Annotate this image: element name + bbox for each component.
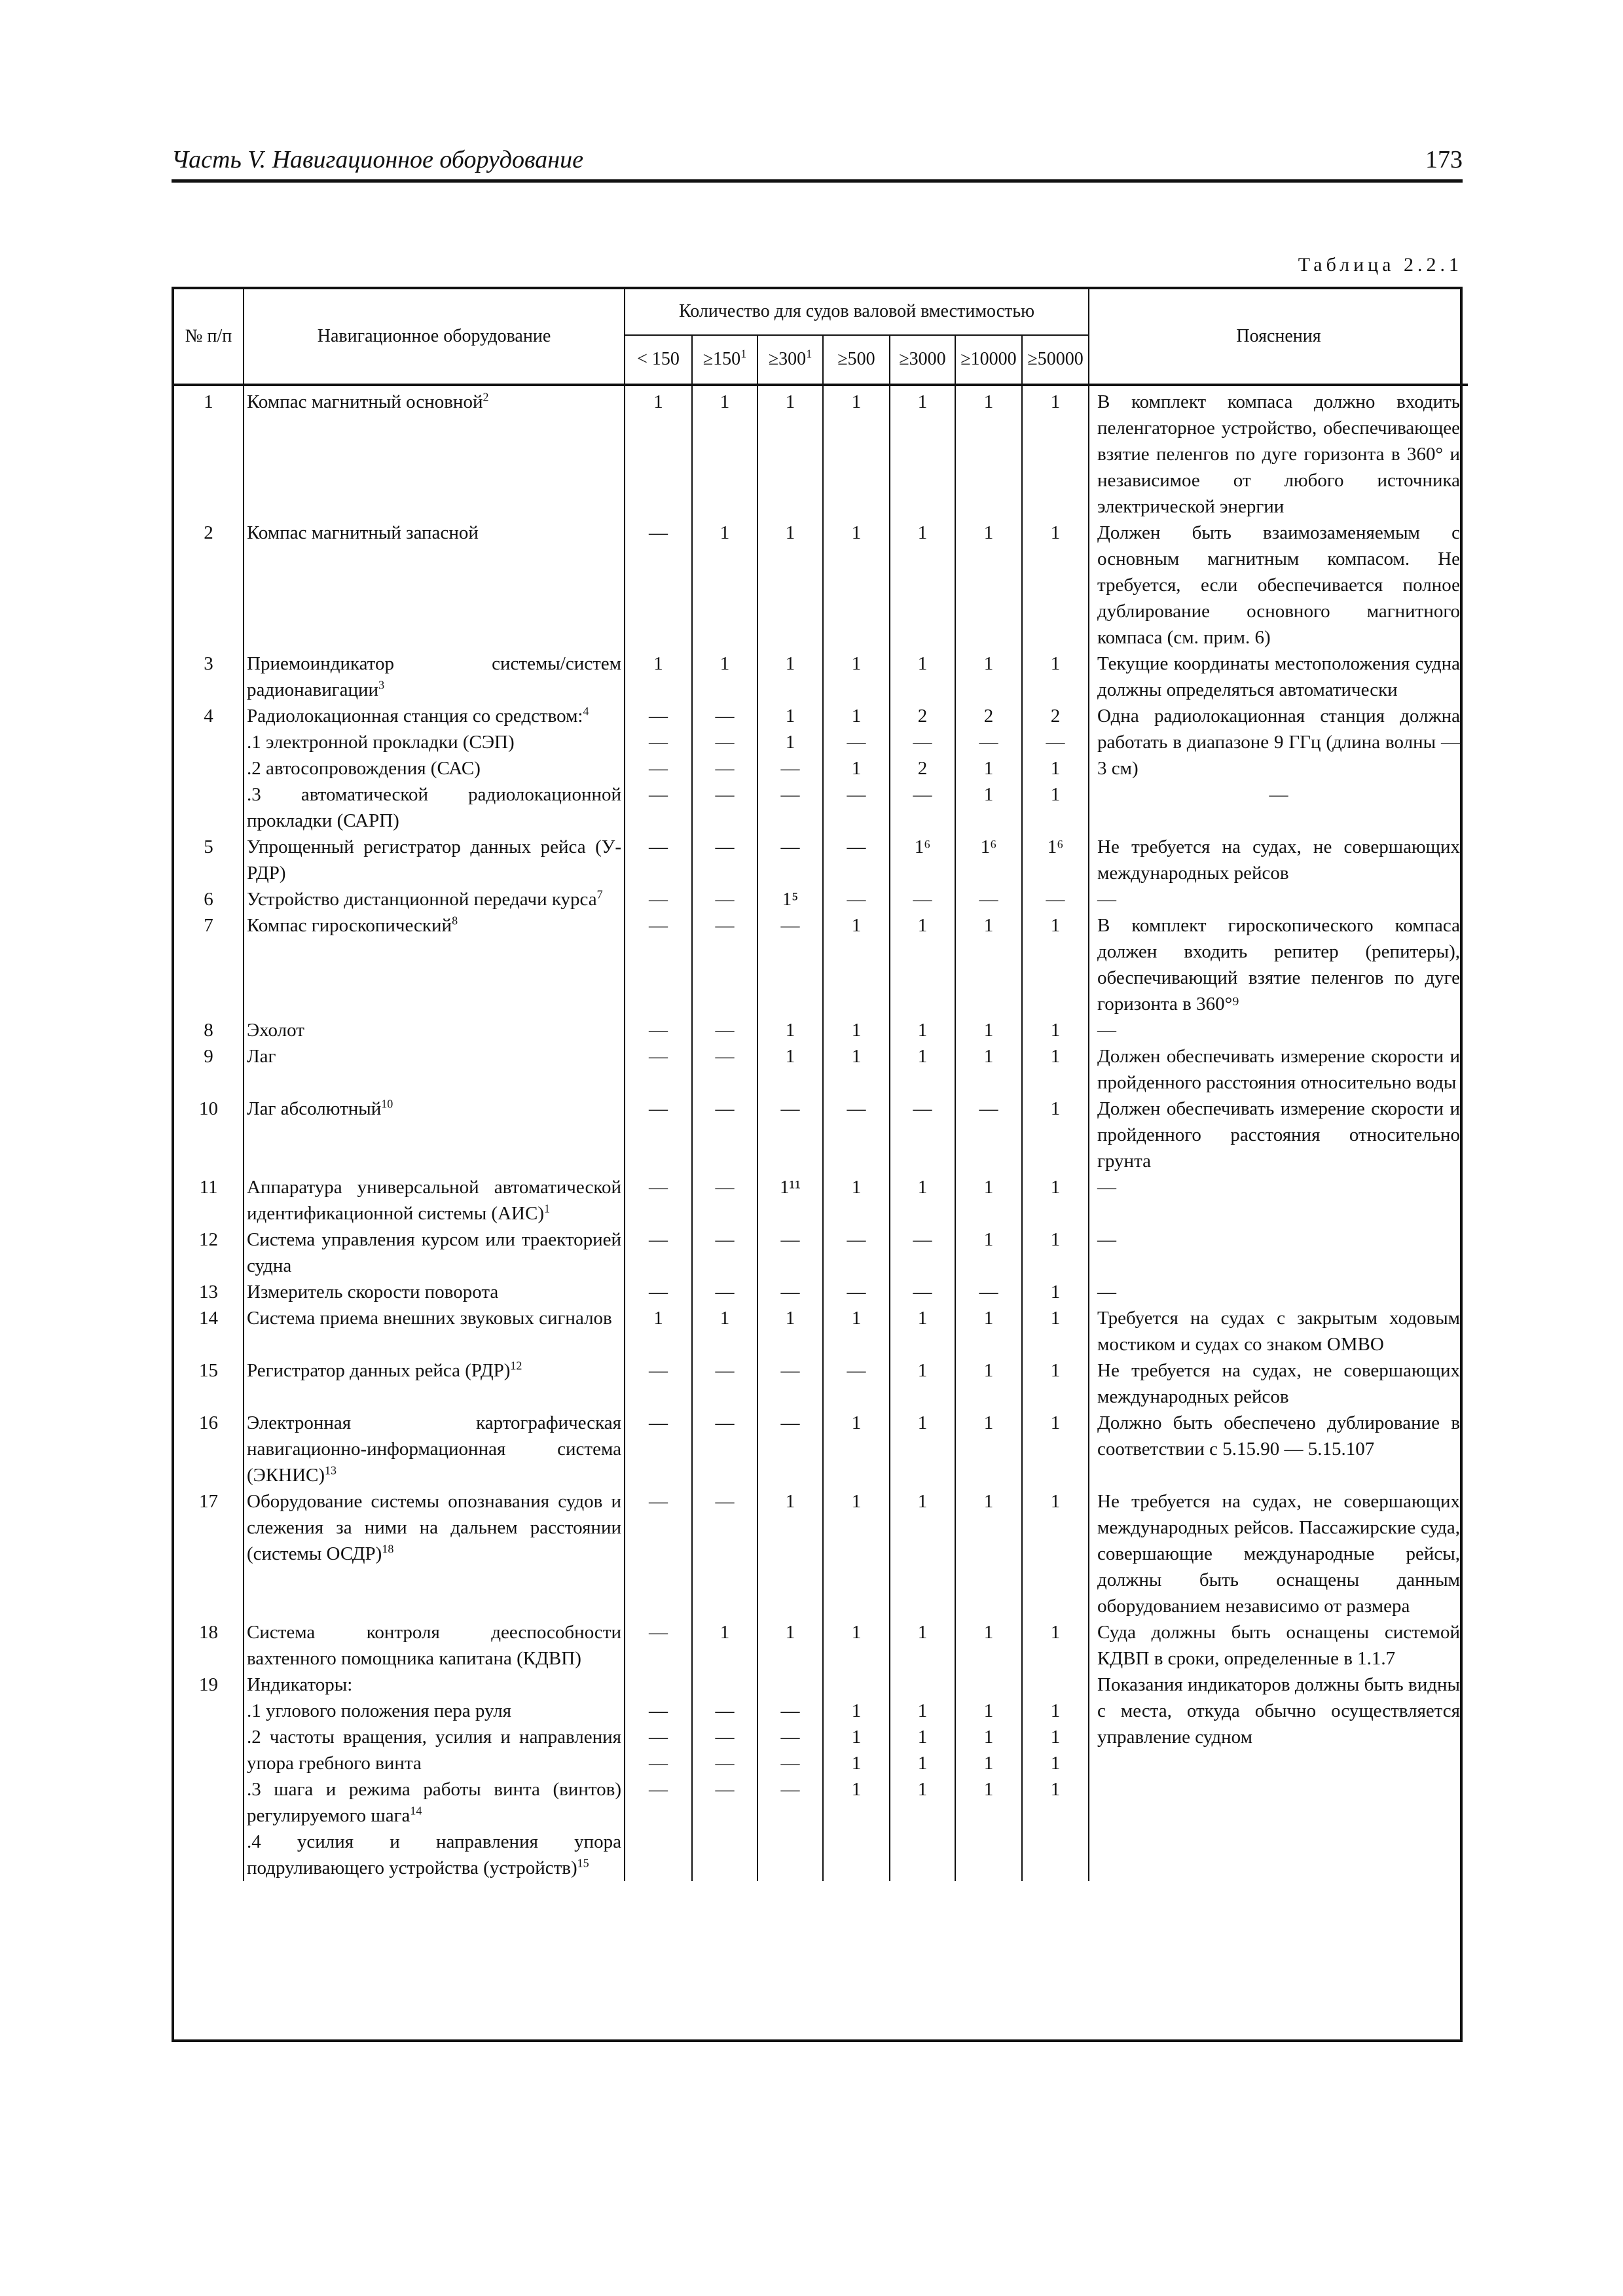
quantity-cell: 1 — [890, 1619, 955, 1672]
table-row — [174, 1357, 1468, 1410]
quantity-cell: 1 — [890, 912, 955, 1017]
quantity-cell: — — [625, 1096, 692, 1174]
quantity-cell: — — [625, 1043, 692, 1096]
quantity-cell: 1 — [890, 1357, 955, 1410]
quantity-cell: 1 — [955, 912, 1022, 1017]
quantity-cell: 1 — [955, 651, 1022, 703]
row-number: 4 — [174, 703, 244, 834]
quantity-cell: 1 — [955, 1410, 1022, 1488]
note-cell: Должен быть взаимозаменяемым с основным магнитным компасом. Не требуется, если обеспечивается полное дублирование основного магнитного компаса (см. прим. 6) — [1089, 520, 1468, 651]
equipment-name: Эхолот — [244, 1017, 625, 1043]
note-cell: Суда должны быть оснащены системой КДВП в сроки, определенные в 1.1.7 — [1089, 1619, 1468, 1672]
quantity-cell: — — [757, 1227, 823, 1279]
quantity-cell: — — [692, 1174, 757, 1227]
quantity-cell: 1 — 1 — — [823, 703, 890, 834]
quantity-cell: 1 1 1 1 — [890, 1672, 955, 1881]
quantity-cell: 1 — [625, 389, 692, 520]
sub-item: .1 углового положения пера руля — [247, 1700, 512, 1721]
quantity-cell: 1 — [823, 520, 890, 651]
equipment-name: Система приема внешних звуковых сигналов — [244, 1305, 625, 1357]
quantity-cell: — — [890, 1279, 955, 1305]
equipment-name: Аппаратура универсальной автоматической идентификационной системы (АИС)$^1$ — [244, 1174, 625, 1227]
table-row — [174, 1174, 1468, 1227]
quantity-cell: 1 — [890, 389, 955, 520]
quantity-cell: — — — — — [625, 1672, 692, 1881]
quantity-cell: 1 — [823, 389, 890, 520]
sub-item: .2 частоты вращения, усилия и направления упора гребного винта — [247, 1727, 621, 1774]
quantity-cell: 1 — [1022, 1043, 1089, 1096]
sub-item: .3 автоматической радиолокационной прокладки (САРП) — [247, 784, 621, 831]
quantity-cell: 1⁵ — [757, 886, 823, 912]
quantity-cell: — — [890, 886, 955, 912]
quantity-cell: — — [625, 1174, 692, 1227]
equipment-table-grid — [174, 289, 1468, 1881]
sub-item: .4 усилия и направления упора подруливающего устройства (устройств)$^{15}$ — [247, 1831, 621, 1878]
quantity-cell: — — [692, 1017, 757, 1043]
table-row — [174, 1488, 1468, 1619]
quantity-cell: — — — — — [692, 1672, 757, 1881]
table-row — [174, 886, 1468, 912]
table-row — [174, 651, 1468, 703]
quantity-cell: 1 — [890, 651, 955, 703]
quantity-cell: — — [1022, 886, 1089, 912]
table-label: Таблица 2.2.1 — [1298, 254, 1463, 276]
quantity-cell: 1 — [1022, 1619, 1089, 1672]
quantity-cell: 1 — [1022, 1488, 1089, 1619]
quantity-cell: — — [823, 1357, 890, 1410]
row-number: 6 — [174, 886, 244, 912]
quantity-cell: 1 — [823, 1305, 890, 1357]
equipment-name: Система управления курсом или траекторией судна — [244, 1227, 625, 1279]
note-cell: — — [1089, 1227, 1468, 1279]
quantity-cell: 1 — [890, 1488, 955, 1619]
equipment-name: Система контроля дееспособности вахтенного помощника капитана (КДВП) — [244, 1619, 625, 1672]
quantity-cell: — — [625, 834, 692, 886]
quantity-cell: — — [890, 1227, 955, 1279]
quantity-cell: — — [955, 1096, 1022, 1174]
quantity-cell: 1 — [625, 1305, 692, 1357]
quantity-cell: 1 — [692, 1305, 757, 1357]
quantity-cell: 1 — [1022, 1357, 1089, 1410]
row-number: 13 — [174, 1279, 244, 1305]
note-cell: Показания индикаторов должны быть видны с места, откуда обычно осуществляется управление судном — [1089, 1672, 1468, 1881]
note-cell: Требуется на судах с закрытым ходовым мостиком и судах со знаком ОМВО — [1089, 1305, 1468, 1357]
quantity-cell: 1 — [955, 1619, 1022, 1672]
quantity-cell: 1 — [823, 1017, 890, 1043]
equipment-name: Лаг абсолютный$^{10}$ — [244, 1096, 625, 1174]
quantity-cell: 1 — [1022, 1227, 1089, 1279]
row-number: 7 — [174, 912, 244, 1017]
note-cell: Одна радиолокационная станция должна работать в диапазоне 9 ГГц (длина волны — 3 см) — — [1089, 703, 1468, 834]
equipment-name: Радиолокационная станция со средством:$^4$ .1 электронной прокладки (СЭП) .2 автосопровождения (САС) .3 автоматической радиолокационной прокладки (САРП) — [244, 703, 625, 834]
col-header-quantity: Количество для судов валовой вместимостью — [625, 289, 1089, 335]
quantity-cell: 1 — [823, 1174, 890, 1227]
quantity-cell: — — [955, 1279, 1022, 1305]
tonnage-header: < 150 — [625, 335, 692, 385]
note-cell: В комплект гироскопического компаса должен входить репитер (репитеры), обеспечивающий взятие пеленгов по дуге горизонта в 360°⁹ — [1089, 912, 1468, 1017]
quantity-cell: 1 — [757, 389, 823, 520]
quantity-cell: — — — — — [692, 703, 757, 834]
quantity-cell: 1 — [692, 389, 757, 520]
quantity-cell: — — [692, 1227, 757, 1279]
row-number: 9 — [174, 1043, 244, 1096]
table-row — [174, 703, 1468, 834]
sub-item: .3 шага и режима работы винта (винтов) регулируемого шага$^{14}$ — [247, 1779, 621, 1826]
row-number: 17 — [174, 1488, 244, 1619]
quantity-cell: 2 — 2 — — [890, 703, 955, 834]
quantity-cell: 1 1 1 1 — [955, 1672, 1022, 1881]
row-number: 1 — [174, 389, 244, 520]
note-cell: Не требуется на судах, не совершающих международных рейсов — [1089, 1357, 1468, 1410]
quantity-cell: — — [757, 912, 823, 1017]
note-cell: Не требуется на судах, не совершающих международных рейсов — [1089, 834, 1468, 886]
quantity-cell: 1 — [757, 1305, 823, 1357]
note-cell: Должен обеспечивать измерение скорости и пройденного расстояния относительно грунта — [1089, 1096, 1468, 1174]
quantity-cell: 1 — [1022, 1410, 1089, 1488]
note-cell: — — [1089, 1279, 1468, 1305]
quantity-cell: 1 — [890, 1410, 955, 1488]
quantity-cell: 1 — [692, 651, 757, 703]
row-number: 2 — [174, 520, 244, 651]
quantity-cell: — — [692, 834, 757, 886]
col-header-notes: Пояснения — [1089, 289, 1468, 385]
quantity-cell: 1 — [1022, 1174, 1089, 1227]
quantity-cell: 1 — [890, 1305, 955, 1357]
tonnage-header: ≥50000 — [1022, 335, 1089, 385]
quantity-cell: — — [823, 886, 890, 912]
equipment-name: Компас магнитный основной$^2$ — [244, 389, 625, 520]
note-cell: Текущие координаты местоположения судна должны определяться автоматически — [1089, 651, 1468, 703]
equipment-name: Регистратор данных рейса (РДР)$^{12}$ — [244, 1357, 625, 1410]
quantity-cell: 1 1 1 1 — [1022, 1672, 1089, 1881]
quantity-cell: — — [692, 1357, 757, 1410]
quantity-cell: 1 — [890, 1043, 955, 1096]
table-row — [174, 520, 1468, 651]
quantity-cell: 1 — [1022, 912, 1089, 1017]
quantity-cell: — — [890, 1096, 955, 1174]
quantity-cell: 1 — [955, 1305, 1022, 1357]
quantity-cell: — — [757, 1357, 823, 1410]
quantity-cell: 1 — [955, 1488, 1022, 1619]
quantity-cell: — — [625, 912, 692, 1017]
table-row — [174, 1017, 1468, 1043]
quantity-cell: 1 — [955, 1174, 1022, 1227]
quantity-cell: 1 — [757, 1619, 823, 1672]
note-cell: Должен обеспечивать измерение скорости и пройденного расстояния относительно воды — [1089, 1043, 1468, 1096]
tonnage-header: ≥3000 — [890, 335, 955, 385]
quantity-cell: 1⁶ — [890, 834, 955, 886]
table-row — [174, 1305, 1468, 1357]
quantity-cell: 1 1 1 1 — [823, 1672, 890, 1881]
table-row — [174, 389, 1468, 520]
row-number: 15 — [174, 1357, 244, 1410]
quantity-cell: 1 — [1022, 520, 1089, 651]
equipment-name: Индикаторы: .1 углового положения пера руля .2 частоты вращения, усилия и направления упора гребного винта .3 шага и режима работы винта (винтов) регулируемого шага$^{14}$ .4 усилия и направления упора подруливающего устройства (устройств)$^{15}$ — [244, 1672, 625, 1881]
quantity-cell: — — [692, 1488, 757, 1619]
quantity-cell: — — [757, 1096, 823, 1174]
quantity-cell: 1¹¹ — [757, 1174, 823, 1227]
note-cell: — — [1089, 1174, 1468, 1227]
quantity-cell: 1 — [1022, 1017, 1089, 1043]
tonnage-header: $\ge 300^1$ — [757, 335, 823, 385]
row-number: 14 — [174, 1305, 244, 1357]
quantity-cell: 1 — [955, 1017, 1022, 1043]
tonnage-header: ≥10000 — [955, 335, 1022, 385]
quantity-cell: 1 — [890, 520, 955, 651]
quantity-cell: — — [955, 886, 1022, 912]
col-header-no: № п/п — [174, 289, 244, 385]
quantity-cell: — — [692, 886, 757, 912]
quantity-cell: 1 — [692, 520, 757, 651]
quantity-cell: — — [757, 1410, 823, 1488]
quantity-cell: 1 — [955, 1227, 1022, 1279]
note-cell: — — [1089, 1017, 1468, 1043]
row-number: 5 — [174, 834, 244, 886]
quantity-cell: — — [757, 1279, 823, 1305]
row-number: 19 — [174, 1672, 244, 1881]
quantity-cell: — — [823, 834, 890, 886]
quantity-cell: 1 — [692, 1619, 757, 1672]
quantity-cell: 1 — [823, 1043, 890, 1096]
quantity-cell: 1 — [890, 1017, 955, 1043]
quantity-cell: — — [692, 912, 757, 1017]
table-body — [174, 385, 1468, 1881]
quantity-cell: — — [625, 1017, 692, 1043]
quantity-cell: — — [692, 1096, 757, 1174]
row-number: 16 — [174, 1410, 244, 1488]
quantity-cell: 1 — [823, 1488, 890, 1619]
equipment-name: Устройство дистанционной передачи курса$^7$ — [244, 886, 625, 912]
running-header — [172, 143, 1463, 183]
quantity-cell: — — [625, 1357, 692, 1410]
table-row — [174, 1410, 1468, 1488]
quantity-cell: 1 — [890, 1174, 955, 1227]
quantity-cell: — — [757, 834, 823, 886]
quantity-cell: — — [692, 1410, 757, 1488]
quantity-cell: — — [625, 1279, 692, 1305]
note-cell: Должно быть обеспечено дублирование в соответствии с 5.15.90 — 5.15.107 — [1089, 1410, 1468, 1488]
quantity-cell: 2 — 1 1 — [955, 703, 1022, 834]
quantity-cell: 2 — 1 1 — [1022, 703, 1089, 834]
table-row — [174, 1227, 1468, 1279]
tonnage-header: $\ge 150^1$ — [692, 335, 757, 385]
quantity-cell: 1 — [955, 389, 1022, 520]
table-row — [174, 1043, 1468, 1096]
equipment-table — [172, 287, 1463, 2042]
table-row — [174, 1619, 1468, 1672]
quantity-cell: 1 — [1022, 651, 1089, 703]
quantity-cell: 1 — [955, 520, 1022, 651]
quantity-cell: 1 — [1022, 1305, 1089, 1357]
equipment-name: Приемоиндикатор системы/систем радионавигации$^3$ — [244, 651, 625, 703]
note-cell: Не требуется на судах, не совершающих международных рейсов. Пассажирские суда, совершающие международные рейсы, должны быть оснащены данным оборудованием независимо от размера — [1089, 1488, 1468, 1619]
quantity-cell: — — [625, 1619, 692, 1672]
equipment-name: Компас магнитный запасной — [244, 520, 625, 651]
table-row — [174, 834, 1468, 886]
quantity-cell: — — [625, 1410, 692, 1488]
header-title: Часть V. Навигационное оборудование — [172, 146, 583, 173]
quantity-cell: — — [692, 1043, 757, 1096]
quantity-cell: 1⁶ — [1022, 834, 1089, 886]
quantity-cell: 1 1 — — — [757, 703, 823, 834]
table-row — [174, 912, 1468, 1017]
quantity-cell: 1 — [625, 651, 692, 703]
quantity-cell: 1 — [1022, 1279, 1089, 1305]
table-row — [174, 1672, 1468, 1881]
equipment-name: Оборудование системы опознавания судов и слежения за ними на дальнем расстоянии (системы ОСДР)$^{18}$ — [244, 1488, 625, 1619]
quantity-cell: 1⁶ — [955, 834, 1022, 886]
tonnage-header: ≥500 — [823, 335, 890, 385]
quantity-cell: 1 — [955, 1357, 1022, 1410]
quantity-cell: — — [625, 520, 692, 651]
row-number: 10 — [174, 1096, 244, 1174]
equipment-name: Упрощенный регистратор данных рейса (У-РДР) — [244, 834, 625, 886]
note-cell: — — [1089, 886, 1468, 912]
quantity-cell: — — [823, 1096, 890, 1174]
quantity-cell: — — — — — [625, 703, 692, 834]
quantity-cell: 1 — [823, 1410, 890, 1488]
quantity-cell: 1 — [1022, 389, 1089, 520]
row-number: 11 — [174, 1174, 244, 1227]
row-number: 8 — [174, 1017, 244, 1043]
quantity-cell: 1 — [1022, 1096, 1089, 1174]
equipment-name: Электронная картографическая навигационно-информационная система (ЭКНИС)$^{13}$ — [244, 1410, 625, 1488]
quantity-cell: 1 — [823, 912, 890, 1017]
quantity-cell: 1 — [757, 520, 823, 651]
equipment-name: Измеритель скорости поворота — [244, 1279, 625, 1305]
sub-item: .2 автосопровождения (САС) — [247, 758, 481, 779]
table-row — [174, 1096, 1468, 1174]
quantity-cell: — — [625, 1488, 692, 1619]
quantity-cell: — — [823, 1227, 890, 1279]
quantity-cell: — — — — — [757, 1672, 823, 1881]
quantity-cell: — — [625, 886, 692, 912]
quantity-cell: 1 — [757, 1043, 823, 1096]
quantity-cell: 1 — [757, 1488, 823, 1619]
quantity-cell: — — [692, 1279, 757, 1305]
col-header-equipment: Навигационное оборудование — [244, 289, 625, 385]
row-number: 3 — [174, 651, 244, 703]
quantity-cell: — — [823, 1279, 890, 1305]
sub-item: .1 электронной прокладки (СЭП) — [247, 732, 515, 753]
quantity-cell: — — [625, 1227, 692, 1279]
quantity-cell: 1 — [757, 651, 823, 703]
note-cell: В комплект компаса должно входить пеленгаторное устройство, обеспечивающее взятие пеленгов по дуге горизонта в 360° и независимое от любого источника электрической энергии — [1089, 389, 1468, 520]
quantity-cell: 1 — [757, 1017, 823, 1043]
equipment-name: Лаг — [244, 1043, 625, 1096]
row-number: 18 — [174, 1619, 244, 1672]
quantity-cell: 1 — [955, 1043, 1022, 1096]
quantity-cell: 1 — [823, 1619, 890, 1672]
equipment-name: Компас гироскопический$^8$ — [244, 912, 625, 1017]
row-number: 12 — [174, 1227, 244, 1279]
table-row — [174, 1279, 1468, 1305]
page-number: 173 — [1425, 146, 1463, 173]
quantity-cell: 1 — [823, 651, 890, 703]
